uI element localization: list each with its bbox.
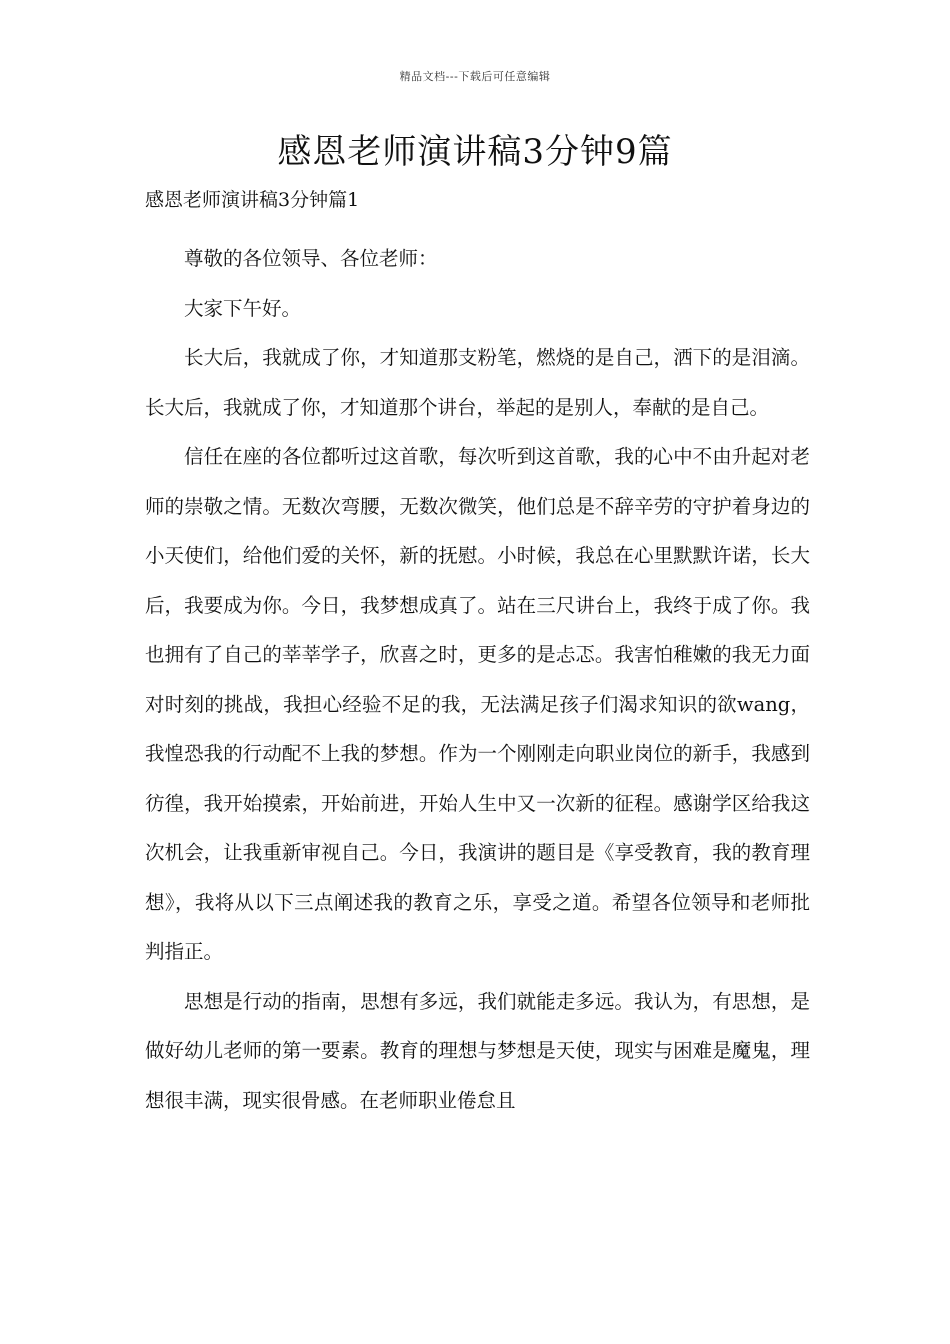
section-heading: 感恩老师演讲稿3分钟篇1 [145,189,360,211]
document-body [145,234,810,1125]
paragraph-greeting: 尊敬的各位领导、各位老师： [184,247,438,270]
paragraph-salutation: 大家下午好。 [184,296,302,320]
header-note: 精品文档---下载后可任意编辑 [399,70,551,83]
paragraph-intro: 信任在座的各位都听过这首歌，每次听到这首歌，我的心中不由升起对老师的崇敬之情。无数次弯腰，无数次微笑，他们总是不辞辛劳的守护着身边的小天使们，给他们爱的关怀，新的抚慰。小时候，我总在心里默默许诺，长大后，我要成为你。今日，我梦想成真了。站在三尺讲台上，我终于成了你。我也拥有了自己的莘莘学子，欣喜之时，更多的是忐忑。我害怕稚嫩的我无力面对时刻的挑战，我担心经验不足的我，无法满足孩子们渴求知识的欲wang，我惶恐我的行动配不上我的梦想。作为一个刚刚走向职业岗位的新手，我感到彷徨，我开始摸索，开始前进，开始人生中又一次新的征程。感谢学区给我这次机会，让我重新审视自己。今日，我演讲的题目是《享受教育，我的教育理想》，我将从以下三点阐述我的教育之乐，享受之道。希望各位领导和老师批判指正。 [145,445,810,963]
paragraph-lyrics: 长大后，我就成了你，才知道那支粉笔，燃烧的是自己，洒下的是泪滴。长大后，我就成了你，才知道那个讲台，举起的是别人，奉献的是自己。 [145,346,810,419]
paragraph-thought: 思想是行动的指南，思想有多远，我们就能走多远。我认为，有思想，是做好幼儿老师的第一要素。教育的理想与梦想是天使，现实与困难是魔鬼，理想很丰满，现实很骨感。在老师职业倦怠且 [145,989,810,1112]
document-title: 感恩老师演讲稿3分钟9篇 [277,132,673,172]
